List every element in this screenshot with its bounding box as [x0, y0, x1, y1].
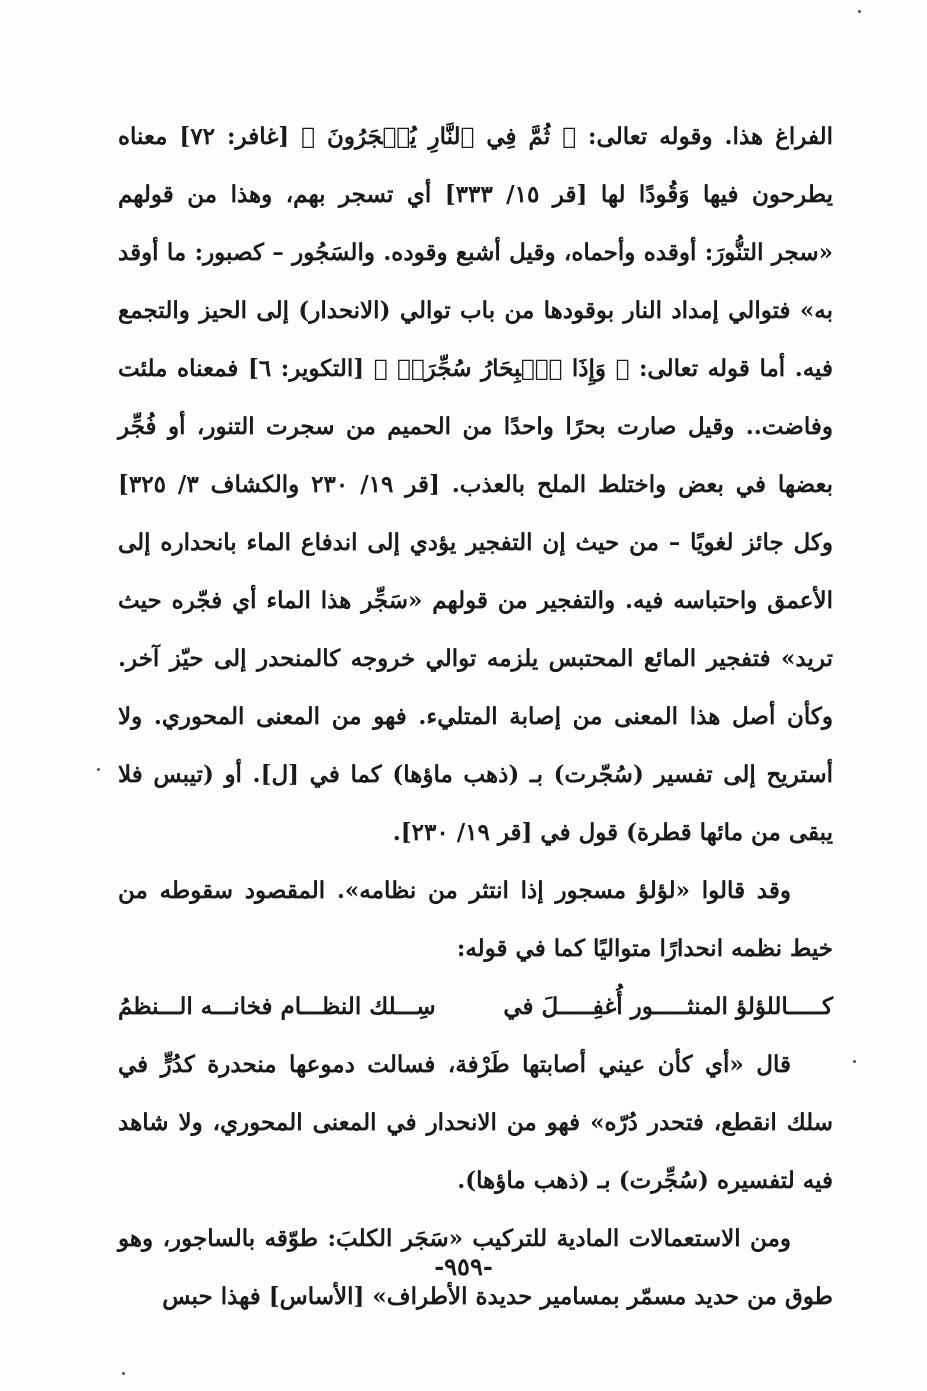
page-number: -٩٥٩-: [434, 1252, 493, 1281]
scan-speck: [858, 10, 861, 13]
paragraph-2: وقد قالوا «لؤلؤ مسجور إذا انتثر من نظامه». المقصود سقوطه من خيط نظمه انحدارًا متواليًا كما في قوله:: [118, 877, 833, 962]
paragraph-3: قال «أي كأن عيني أصابتها طَرْفة، فسالت دموعها منحدرة كدُرٍّ في سلك انقطع، فتحدر دُرّه» فهو من الانحدار في المعنى المحوري، ولا شاهد فيه لتفسيره (سُجِّرت) بـ (ذهب ماؤها).: [118, 1051, 833, 1194]
verse-second-hemistich: سِـــلك النظـــام فخانـــه الـــنظمُ: [118, 993, 436, 1020]
scan-speck: [122, 1372, 125, 1375]
page-body: [118, 108, 833, 1326]
paragraph-4: ومن الاستعمالات المادية للتركيب «سَجَر الكلبَ: طوّقه بالساجور، وهو طوق من حديد مسمّر بمسامير حديدة الأطراف» [الأساس] فهذا حبس: [118, 1225, 833, 1310]
verse-first-hemistich: كـــــاللؤلؤ المنثـــــور أُغفِـــــلَ في: [503, 993, 833, 1020]
scan-speck: [853, 1060, 856, 1063]
poetry-verse: [118, 978, 833, 1036]
scan-speck: [97, 768, 100, 771]
paragraph-1: الفراغ هذا. وقوله تعالى: ﴿ ثُمَّ فِي ٱلنَّارِ يُسۡجَرُونَ ﴾ [غافر: ٧٢] معناه يطرحون فيها وَقُودًا لها [قر ١٥/ ٣٣٣] أي تسجر بهم، وهذا من قولهم «سجر التنُّورَ: أوقده وأحماه، وقيل أشبع وقوده. والسَجُور – كصبور: ما أوقد به» فتوالي إمداد النار بوقودها من باب توالي (الانحدار) إلى الحيز والتجمع فيه. أما قوله تعالى: ﴿ وَإِذَا ٱلۡبِحَارُ سُجِّرَتۡ ﴾ [التكوير: ٦] فمعناه ملئت وفاضت.. وقيل صارت بحرًا واحدًا من الحميم من سجرت التنور، أو فُجِّر بعضها في بعض واختلط الملح بالعذب. [قر ١٩/ ٢٣٠ والكشاف ٣/ ٣٢٥] وكل جائز لغويًا – من حيث إن التفجير يؤدي إلى اندفاع الماء بانحداره إلى الأعمق واحتباسه فيه. والتفجير من قولهم «سَجِّر هذا الماء أي فجّره حيث تريد» فتفجير المائع المحتبس يلزمه توالي خروجه كالمنحدر إلى حيّز آخر. وكأن أصل هذا المعنى من إصابة المتليء. فهو من المعنى المحوري. ولا أستريح إلى تفسير (سُجّرت) بـ (ذهب ماؤها) كما في [ل]. أو (تيبس فلا يبقى من مائها قطرة) قول في [قر ١٩/ ٢٣٠].: [118, 123, 833, 846]
